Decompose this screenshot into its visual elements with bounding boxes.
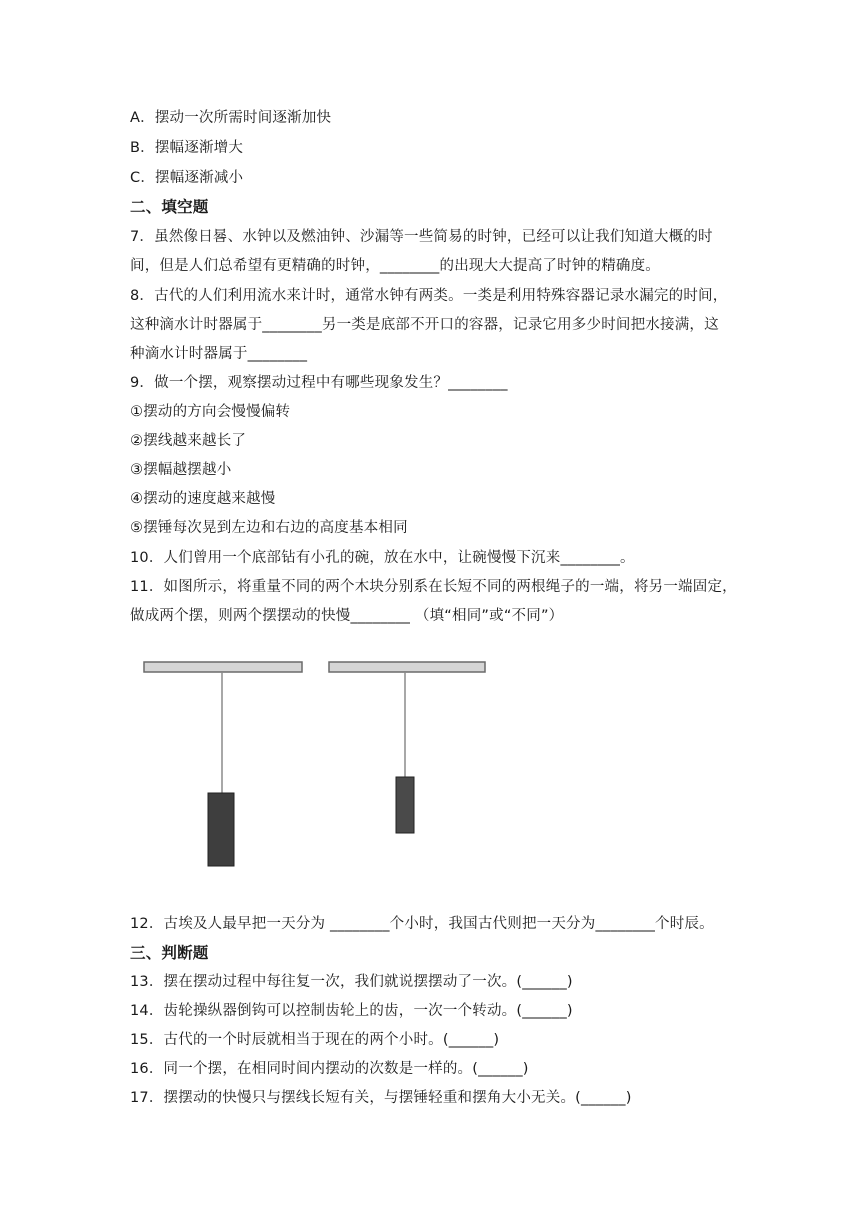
wood-block-large — [208, 793, 234, 866]
question-15: 15．古代的一个时辰就相当于现在的两个小时。(______) — [130, 1032, 500, 1048]
wood-block-small — [396, 777, 414, 833]
pendulum-long — [144, 662, 302, 866]
choice-c: C．摆幅逐渐减小 — [130, 170, 244, 186]
question-8-line-1: 8．古代的人们利用流水来计时，通常水钟有两类。一类是利用特殊容器记录水漏完的时间， — [130, 288, 728, 304]
question-9: 9．做一个摆，观察摆动过程中有哪些现象发生？________ — [130, 375, 508, 391]
choice-b: B．摆幅逐渐增大 — [130, 140, 244, 156]
question-13: 13．摆在摆动过程中每往复一次，我们就说摆摆动了一次。(______) — [130, 974, 573, 990]
pendulum-figure — [130, 650, 500, 880]
question-8-line-3: 种滴水计时器属于________ — [130, 346, 308, 362]
question-16: 16．同一个摆，在相同时间内摆动的次数是一样的。(______) — [130, 1061, 529, 1077]
question-9-option-5: ⑤摆锤每次晃到左边和右边的高度基本相同 — [130, 520, 408, 536]
question-11-line-2: 做成两个摆，则两个摆摆动的快慢________ （填“相同”或“不同”） — [130, 608, 564, 624]
support-bar-right — [329, 662, 485, 672]
question-17: 17．摆摆动的快慢只与摆线长短有关，与摆锤轻重和摆角大小无关。(______) — [130, 1090, 632, 1106]
question-9-option-3: ③摆幅越摆越小 — [130, 462, 232, 478]
question-9-option-1: ①摆动的方向会慢慢偏转 — [130, 404, 291, 420]
question-10: 10．人们曾用一个底部钻有小孔的碗，放在水中，让碗慢慢下沉来________。 — [130, 550, 635, 566]
question-14: 14．齿轮操纵器倒钩可以控制齿轮上的齿，一次一个转动。(______) — [130, 1003, 573, 1019]
question-7-line-2: 间，但是人们总希望有更精确的时钟，________的出现大大提高了时钟的精确度。 — [130, 258, 660, 274]
support-bar-left — [144, 662, 302, 672]
question-8-line-2: 这种滴水计时器属于________另一类是底部不开口的容器，记录它用多少时间把水接满，这 — [130, 317, 719, 333]
pendulum-short — [329, 662, 485, 833]
question-12: 12．古埃及人最早把一天分为 ________个小时，我国古代则把一天分为________个时辰。 — [130, 916, 714, 932]
question-11-line-1: 11．如图所示，将重量不同的两个木块分别系在长短不同的两根绳子的一端，将另一端固定， — [130, 579, 737, 595]
section-fill-in-heading: 二、填空题 — [130, 198, 209, 216]
choice-a: A．摆动一次所需时间逐渐加快 — [130, 110, 332, 126]
question-7-line-1: 7．虽然像日晷、水钟以及燃油钟、沙漏等一些简易的时钟，已经可以让我们知道大概的时 — [130, 229, 713, 245]
section-judgment-heading: 三、判断题 — [130, 944, 209, 962]
question-9-option-2: ②摆线越来越长了 — [130, 433, 247, 449]
question-9-option-4: ④摆动的速度越来越慢 — [130, 491, 276, 507]
